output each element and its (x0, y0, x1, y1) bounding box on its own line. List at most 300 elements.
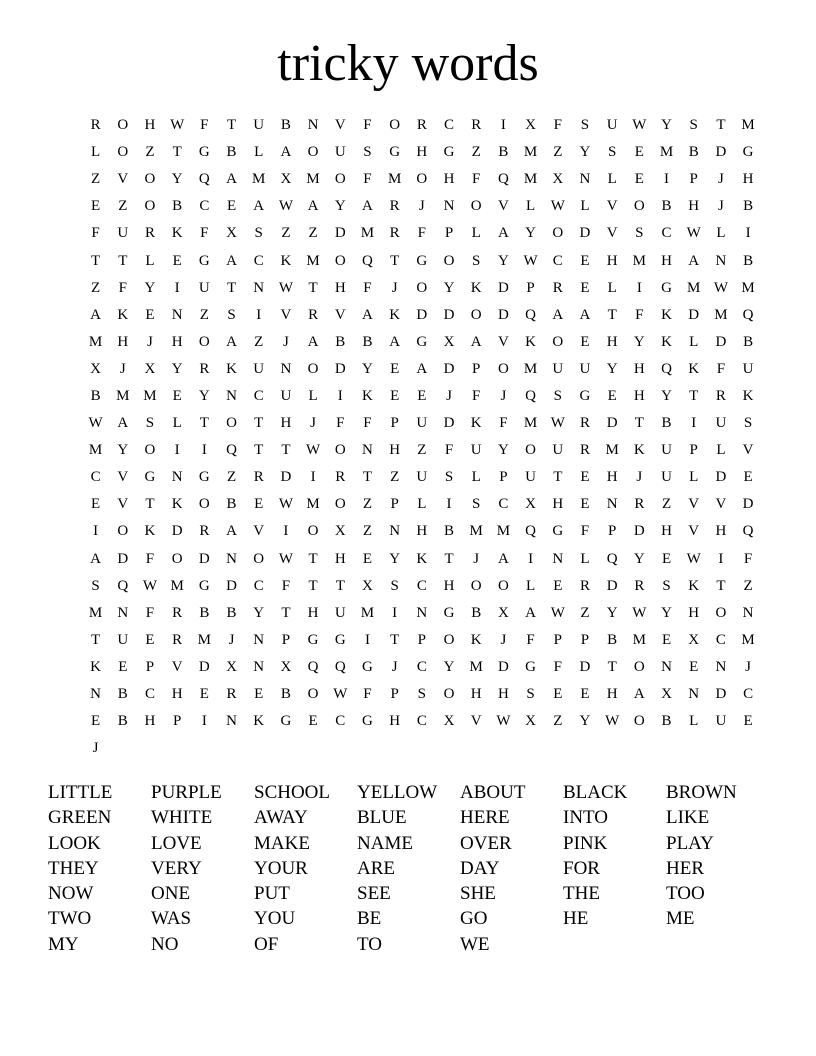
grid-letter: Y (362, 360, 373, 377)
word-list-item: BLACK (563, 782, 628, 803)
grid-letter: D (742, 496, 754, 513)
grid-letter: L (607, 279, 617, 296)
grid-letter: W (632, 117, 647, 134)
grid-letter: G (198, 469, 210, 486)
grid-letter: X (226, 658, 237, 675)
grid-letter: M (88, 333, 103, 350)
grid-letter: P (444, 225, 454, 242)
grid-letter: X (90, 360, 102, 377)
grid-letter: R (634, 496, 645, 513)
grid-letter: M (143, 387, 157, 404)
grid-letter: F (118, 279, 127, 296)
grid-letter: Z (580, 604, 590, 621)
grid-letter: X (688, 631, 700, 648)
grid-letter: A (497, 225, 509, 242)
grid-letter: U (552, 442, 564, 459)
grid-letter: O (633, 198, 645, 215)
grid-letter: A (226, 252, 237, 269)
grid-letter: W (686, 550, 701, 567)
grid-letter: D (633, 523, 645, 540)
grid-letter: X (280, 658, 292, 675)
word-list-item: HERE (460, 807, 510, 829)
grid-letter: M (605, 442, 619, 459)
grid-letter: W (632, 604, 647, 621)
grid-letter: N (253, 279, 265, 296)
grid-letter: U (552, 360, 564, 377)
grid-letter: O (633, 658, 645, 675)
grid-letter: B (661, 713, 672, 730)
grid-letter: S (363, 144, 372, 161)
grid-letter: A (280, 144, 292, 161)
word-list-item: SCHOOL (254, 782, 331, 803)
word-list-item: BROWN (666, 782, 737, 803)
word-list-item: MY (48, 933, 79, 955)
grid-letter: E (553, 686, 563, 703)
grid-letter: F (145, 604, 155, 621)
grid-letter: U (525, 469, 537, 486)
grid-letter: I (745, 225, 751, 242)
grid-letter: O (552, 333, 564, 350)
grid-letter: B (743, 198, 754, 215)
grid-letter: P (390, 496, 399, 513)
grid-letter: W (550, 604, 565, 621)
grid-letter: I (528, 550, 534, 567)
grid-letter: U (579, 360, 591, 377)
grid-letter: U (334, 144, 346, 161)
grid-letter: K (661, 306, 672, 323)
grid-letter: U (117, 225, 129, 242)
grid-letter: F (363, 415, 372, 432)
grid-letter: R (715, 387, 726, 404)
grid-letter: G (280, 713, 292, 730)
grid-letter: V (280, 306, 292, 323)
grid-letter: V (117, 171, 129, 188)
grid-letter: U (715, 713, 727, 730)
grid-letter: B (661, 198, 672, 215)
grid-letter: O (470, 306, 482, 323)
grid-letter: O (470, 577, 482, 594)
grid-letter: T (226, 117, 237, 134)
word-list-item: HER (666, 857, 704, 879)
grid-letter: P (499, 469, 508, 486)
word-list-item: YOU (254, 908, 296, 930)
grid-letter: M (632, 252, 647, 269)
grid-letter: V (117, 469, 129, 486)
grid-letter: C (552, 252, 563, 269)
grid-letter: A (552, 306, 564, 323)
grid-letter: V (497, 198, 509, 215)
grid-letter: Y (198, 387, 210, 404)
grid-letter: I (310, 469, 316, 486)
grid-letter: F (553, 117, 562, 134)
grid-letter: X (144, 360, 156, 377)
grid-letter: Z (308, 225, 318, 242)
word-list-item: OF (254, 933, 279, 955)
grid-letter: E (390, 387, 400, 404)
grid-letter: J (391, 658, 398, 675)
grid-letter: J (228, 631, 235, 648)
grid-letter: O (198, 496, 210, 513)
grid-letter: I (636, 279, 642, 296)
grid-letter: L (471, 469, 481, 486)
grid-letter: V (334, 117, 346, 134)
grid-letter: U (416, 469, 428, 486)
grid-letter: K (688, 577, 700, 594)
grid-letter: H (334, 550, 346, 567)
grid-letter: C (199, 198, 210, 215)
grid-letter: L (689, 713, 699, 730)
grid-letter: Y (633, 333, 645, 350)
grid-letter: A (226, 171, 237, 188)
grid-letter: M (741, 631, 755, 648)
word-list-item: MAKE (254, 832, 310, 854)
grid-letter: V (497, 333, 509, 350)
grid-letter: Q (362, 252, 373, 269)
grid-letter: E (91, 496, 101, 513)
word-list-item: GO (460, 908, 488, 930)
grid-letter: F (363, 117, 372, 134)
grid-letter: K (171, 225, 183, 242)
grid-letter: P (553, 631, 562, 648)
grid-letter: O (715, 604, 727, 621)
grid-letter: S (580, 117, 590, 134)
grid-letter: S (743, 415, 753, 432)
grid-letter: Y (389, 550, 401, 567)
grid-letter: J (147, 333, 153, 350)
grid-letter: G (525, 658, 537, 675)
grid-letter: H (688, 198, 700, 215)
grid-letter: R (634, 577, 645, 594)
word-list-item: INTO (563, 807, 609, 829)
word-list-item: SHE (460, 883, 496, 905)
word-list-item: YELLOW (357, 782, 438, 803)
grid-letter: W (605, 713, 620, 730)
grid-letter: M (469, 523, 483, 540)
grid-letter: W (278, 198, 293, 215)
grid-letter: E (661, 550, 672, 567)
grid-letter: R (253, 469, 264, 486)
grid-letter: Y (253, 604, 265, 621)
grid-letter: T (254, 415, 264, 432)
grid-letter: J (92, 740, 99, 757)
word-list-item: LIKE (666, 807, 710, 829)
grid-letter: O (525, 442, 537, 459)
grid-letter: B (444, 523, 455, 540)
grid-letter: K (171, 496, 183, 513)
grid-letter: G (362, 713, 373, 730)
grid-letter: S (635, 225, 644, 242)
word-list-item: VERY (151, 857, 202, 879)
grid-letter: H (171, 333, 183, 350)
word-list-item: NO (151, 933, 179, 955)
grid-letter: M (197, 631, 212, 648)
grid-letter: R (416, 117, 427, 134)
grid-letter: T (716, 577, 726, 594)
word-list-item: PURPLE (151, 782, 222, 803)
grid-letter: X (525, 713, 537, 730)
grid-letter: U (606, 117, 618, 134)
grid-letter: M (632, 631, 647, 648)
grid-letter: R (389, 198, 400, 215)
grid-letter: L (91, 144, 101, 161)
grid-letter: E (145, 306, 155, 323)
grid-letter: F (200, 225, 209, 242)
grid-letter: U (117, 631, 129, 648)
grid-letter: I (201, 713, 207, 730)
word-list-item: GREEN (48, 807, 112, 829)
grid-letter: B (280, 686, 291, 703)
grid-letter: Y (334, 198, 346, 215)
grid-letter: E (172, 387, 182, 404)
grid-letter: C (715, 631, 726, 648)
grid-letter: E (580, 279, 590, 296)
grid-letter: U (742, 360, 754, 377)
grid-letter: W (333, 686, 348, 703)
grid-letter: E (634, 171, 644, 188)
grid-letter: O (633, 713, 645, 730)
grid-letter: Z (145, 144, 155, 161)
word-list-item: SEE (357, 883, 391, 905)
grid-letter: E (553, 577, 563, 594)
grid-letter: N (280, 360, 292, 377)
grid-letter: F (444, 442, 454, 459)
grid-letter: U (715, 415, 727, 432)
grid-letter: T (444, 550, 454, 567)
grid-letter: Z (362, 523, 373, 540)
grid-letter: X (661, 686, 672, 703)
grid-letter: Z (118, 198, 128, 215)
grid-letter: R (199, 523, 210, 540)
grid-letter: O (443, 686, 455, 703)
grid-letter: I (174, 442, 180, 459)
grid-letter: J (391, 279, 398, 296)
grid-letter: N (253, 658, 265, 675)
grid-letter: B (226, 604, 237, 621)
grid-letter: Y (497, 442, 509, 459)
grid-letter: T (607, 306, 617, 323)
grid-letter: H (606, 252, 618, 269)
grid-letter: H (470, 686, 482, 703)
grid-letter: H (443, 577, 455, 594)
grid-letter: K (144, 523, 156, 540)
grid-letter: M (360, 225, 375, 242)
grid-letter: N (389, 523, 401, 540)
grid-letter: K (742, 387, 754, 404)
grid-letter: O (226, 415, 237, 432)
grid-letter: B (498, 144, 509, 161)
grid-letter: E (580, 469, 590, 486)
grid-letter: E (743, 713, 753, 730)
grid-letter: X (226, 225, 237, 242)
grid-letter: N (715, 658, 727, 675)
grid-letter: R (90, 117, 101, 134)
word-list-item: THE (563, 883, 600, 905)
grid-letter: G (144, 469, 156, 486)
grid-letter: F (145, 550, 155, 567)
grid-letter: G (198, 577, 210, 594)
grid-letter: O (334, 171, 346, 188)
grid-letter: N (688, 686, 700, 703)
grid-letter: U (280, 387, 292, 404)
grid-letter: J (636, 469, 643, 486)
grid-letter: O (307, 686, 319, 703)
grid-letter: E (689, 658, 699, 675)
grid-letter: U (334, 604, 346, 621)
grid-letter: G (416, 333, 428, 350)
grid-letter: R (389, 225, 400, 242)
grid-letter: B (280, 117, 291, 134)
grid-letter: D (606, 415, 618, 432)
grid-letter: T (308, 279, 318, 296)
grid-letter: G (198, 252, 210, 269)
grid-letter: S (607, 144, 617, 161)
grid-letter: R (552, 279, 563, 296)
grid-letter: Y (633, 550, 645, 567)
grid-letter: W (88, 415, 103, 432)
grid-letter: N (362, 442, 373, 459)
grid-letter: D (226, 577, 237, 594)
grid-letter: Z (471, 144, 481, 161)
grid-letter: S (444, 469, 454, 486)
grid-letter: F (363, 279, 372, 296)
grid-letter: M (523, 415, 538, 432)
grid-letter: N (90, 686, 102, 703)
grid-letter: F (417, 225, 427, 242)
grid-letter: U (661, 442, 672, 459)
grid-letter: B (688, 144, 699, 161)
grid-letter: G (362, 658, 373, 675)
grid-letter: W (306, 442, 321, 459)
grid-letter: P (607, 523, 617, 540)
grid-letter: L (689, 469, 699, 486)
grid-letter: K (661, 333, 672, 350)
grid-letter: H (144, 117, 156, 134)
grid-letter: R (471, 117, 482, 134)
grid-letter: J (500, 631, 507, 648)
grid-letter: M (88, 442, 103, 459)
grid-letter: A (497, 550, 509, 567)
grid-letter: X (497, 604, 509, 621)
grid-letter: J (500, 387, 507, 404)
grid-letter: O (443, 252, 455, 269)
word-list-item: WE (460, 933, 490, 955)
word-list-item: PUT (254, 883, 290, 905)
grid-letter: E (390, 360, 400, 377)
grid-letter: H (334, 279, 346, 296)
grid-letter: Q (525, 523, 537, 540)
grid-letter: V (688, 496, 700, 513)
grid-letter: A (688, 252, 700, 269)
grid-letter: X (280, 171, 292, 188)
grid-letter: M (469, 658, 483, 675)
grid-letter: W (550, 198, 565, 215)
word-list-item: NOW (48, 883, 94, 905)
grid-letter: I (93, 523, 99, 540)
grid-letter: T (553, 469, 563, 486)
grid-letter: E (308, 713, 318, 730)
grid-letter: W (496, 713, 511, 730)
grid-letter: O (307, 144, 319, 161)
grid-letter: Y (497, 252, 509, 269)
grid-letter: V (606, 198, 618, 215)
grid-letter: B (743, 252, 754, 269)
grid-letter: S (254, 225, 263, 242)
grid-letter: G (579, 387, 591, 404)
grid-letter: W (278, 279, 293, 296)
grid-letter: T (607, 658, 617, 675)
grid-letter: L (145, 252, 155, 269)
grid-letter: V (253, 523, 265, 540)
grid-letter: O (144, 198, 156, 215)
grid-letter: O (497, 360, 509, 377)
grid-letter: W (686, 225, 701, 242)
grid-letter: H (715, 523, 727, 540)
grid-letter: H (661, 252, 672, 269)
grid-letter: K (688, 360, 700, 377)
grid-letter: X (525, 496, 537, 513)
grid-letter: A (90, 306, 102, 323)
word-list-item: ME (666, 908, 695, 930)
grid-letter: C (253, 387, 264, 404)
grid-letter: H (633, 360, 645, 377)
grid-letter: B (471, 604, 482, 621)
grid-letter: O (416, 171, 428, 188)
word-list-item: FOR (563, 857, 600, 879)
grid-letter: N (117, 604, 129, 621)
grid-letter: G (552, 523, 564, 540)
word-list-item: YOUR (254, 857, 308, 879)
grid-letter: E (254, 496, 264, 513)
grid-letter: A (90, 550, 102, 567)
grid-letter: N (171, 469, 183, 486)
grid-letter: I (392, 604, 398, 621)
grid-letter: H (416, 523, 428, 540)
grid-letter: E (743, 469, 753, 486)
grid-letter: D (715, 469, 727, 486)
grid-letter: V (688, 523, 700, 540)
grid-letter: Y (443, 658, 455, 675)
grid-letter: Y (171, 171, 183, 188)
grid-letter: J (473, 550, 480, 567)
word-list-item: LOOK (48, 832, 101, 854)
grid-letter: E (580, 252, 590, 269)
grid-letter: O (443, 631, 455, 648)
grid-letter: E (226, 198, 237, 215)
grid-letter: M (360, 604, 375, 621)
grid-letter: T (308, 577, 318, 594)
grid-letter: V (334, 306, 346, 323)
grid-letter: B (117, 713, 128, 730)
grid-letter: A (226, 523, 237, 540)
grid-letter: M (741, 279, 755, 296)
grid-letter: F (363, 171, 372, 188)
grid-letter: O (470, 198, 482, 215)
word-list-item: WAS (151, 908, 192, 930)
grid-letter: O (334, 252, 346, 269)
grid-letter: X (334, 523, 346, 540)
grid-letter: O (144, 171, 156, 188)
grid-letter: C (416, 713, 427, 730)
grid-letter: I (718, 550, 724, 567)
word-list-item: NAME (357, 832, 413, 854)
grid-letter: T (118, 252, 128, 269)
grid-letter: A (416, 360, 428, 377)
grid-letter: P (390, 686, 399, 703)
grid-letter: V (470, 713, 482, 730)
grid-letter: H (389, 713, 401, 730)
grid-letter: M (523, 171, 538, 188)
grid-letter: T (145, 496, 155, 513)
